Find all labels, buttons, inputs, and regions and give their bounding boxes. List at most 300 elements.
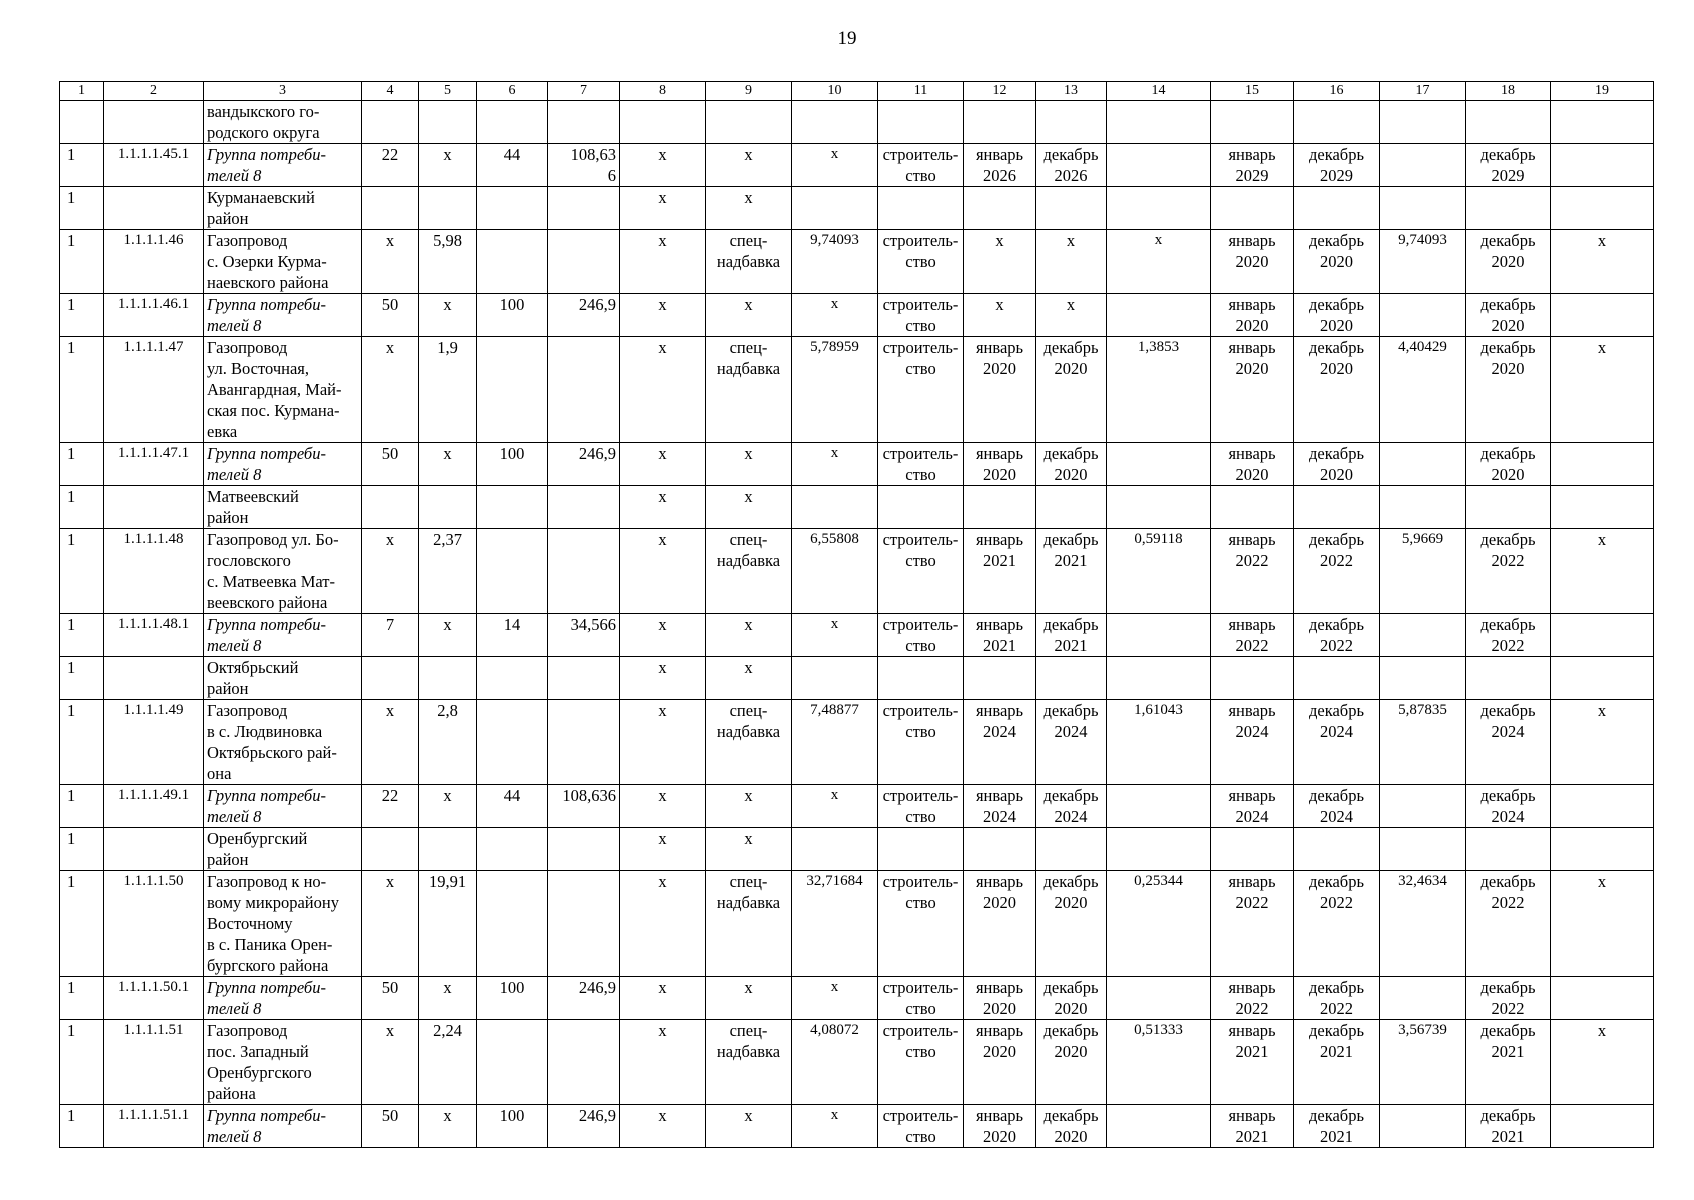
table-cell-col9: х xyxy=(706,657,792,700)
table-cell-col11: строитель- ство xyxy=(878,294,964,337)
table-cell-col12 xyxy=(964,828,1036,871)
table-cell-col4: х xyxy=(362,871,419,977)
table-cell-col9: х xyxy=(706,486,792,529)
table-cell-col11: строитель- ство xyxy=(878,337,964,443)
table-row xyxy=(60,1105,1654,1148)
table-cell-col2: 1.1.1.1.50.1 xyxy=(104,977,204,1020)
table-cell-col18: декабрь 2022 xyxy=(1466,977,1551,1020)
table-cell-col17 xyxy=(1380,294,1466,337)
table-cell-col16: декабрь 2020 xyxy=(1294,294,1380,337)
table-cell-col18: декабрь 2020 xyxy=(1466,294,1551,337)
table-cell-col12: январь 2020 xyxy=(964,977,1036,1020)
table-cell-col2: 1.1.1.1.49.1 xyxy=(104,785,204,828)
table-cell-col14 xyxy=(1107,657,1211,700)
table-cell-col19: х xyxy=(1551,230,1654,294)
table-cell-col18 xyxy=(1466,187,1551,230)
table-cell-col5: 2,24 xyxy=(419,1020,477,1105)
table-cell-col15: январь 2020 xyxy=(1211,337,1294,443)
table-cell-col8: х xyxy=(620,614,706,657)
table-cell-col19 xyxy=(1551,486,1654,529)
table-cell-col5 xyxy=(419,828,477,871)
table-cell-col5 xyxy=(419,187,477,230)
table-cell-col1: 1 xyxy=(60,443,104,486)
table-cell-col14 xyxy=(1107,828,1211,871)
table-cell-col16: декабрь 2020 xyxy=(1294,443,1380,486)
table-cell-col14 xyxy=(1107,443,1211,486)
header-cell-col11: 11 xyxy=(878,82,964,101)
table-cell-col3: Газопровод ул. Бо- гословского с. Матвеевка Мат- веевского района xyxy=(204,529,362,614)
header-cell-col19: 19 xyxy=(1551,82,1654,101)
table-cell-col18: декабрь 2029 xyxy=(1466,144,1551,187)
table-cell-col7: 246,9 xyxy=(548,443,620,486)
table-cell-col3: Группа потреби- телей 8 xyxy=(204,1105,362,1148)
table-cell-col1: 1 xyxy=(60,785,104,828)
header-cell-col8: 8 xyxy=(620,82,706,101)
table-row xyxy=(60,230,1654,294)
table-cell-col17 xyxy=(1380,1105,1466,1148)
table-cell-col1: 1 xyxy=(60,871,104,977)
table-row xyxy=(60,529,1654,614)
table-cell-col8: х xyxy=(620,871,706,977)
table-cell-col10: х xyxy=(792,977,878,1020)
table-cell-col14 xyxy=(1107,144,1211,187)
table-cell-col12: январь 2024 xyxy=(964,785,1036,828)
table-cell-col15 xyxy=(1211,486,1294,529)
table-cell-col4: х xyxy=(362,230,419,294)
table-cell-col9: х xyxy=(706,187,792,230)
header-cell-col10: 10 xyxy=(792,82,878,101)
table-cell-col13: х xyxy=(1036,294,1107,337)
table-cell-col6 xyxy=(477,700,548,785)
table-cell-col6 xyxy=(477,871,548,977)
table-cell-col3: Группа потреби- телей 8 xyxy=(204,294,362,337)
table-cell-col19: х xyxy=(1551,529,1654,614)
table-cell-col15: январь 2021 xyxy=(1211,1020,1294,1105)
table-cell-col12: январь 2020 xyxy=(964,337,1036,443)
table-cell-col10: 4,08072 xyxy=(792,1020,878,1105)
table-cell-col17 xyxy=(1380,657,1466,700)
table-cell-col12: январь 2026 xyxy=(964,144,1036,187)
table-cell-col2 xyxy=(104,101,204,144)
table-cell-col19 xyxy=(1551,144,1654,187)
table-row xyxy=(60,144,1654,187)
table-cell-col17 xyxy=(1380,144,1466,187)
table-cell-col16 xyxy=(1294,657,1380,700)
table-cell-col7: 34,566 xyxy=(548,614,620,657)
table-cell-col12 xyxy=(964,101,1036,144)
table-cell-col6 xyxy=(477,529,548,614)
table-cell-col1: 1 xyxy=(60,977,104,1020)
table-cell-col12: январь 2021 xyxy=(964,529,1036,614)
table-cell-col12: январь 2020 xyxy=(964,443,1036,486)
table-cell-col9: х xyxy=(706,977,792,1020)
table-cell-col15 xyxy=(1211,187,1294,230)
table-cell-col5: 2,8 xyxy=(419,700,477,785)
table-cell-col10: х xyxy=(792,144,878,187)
table-cell-col2: 1.1.1.1.50 xyxy=(104,871,204,977)
table-cell-col4: 22 xyxy=(362,785,419,828)
table-cell-col6 xyxy=(477,187,548,230)
table-cell-col17: 3,56739 xyxy=(1380,1020,1466,1105)
table-cell-col11 xyxy=(878,828,964,871)
table-cell-col2: 1.1.1.1.51 xyxy=(104,1020,204,1105)
header-cell-col17: 17 xyxy=(1380,82,1466,101)
table-cell-col5 xyxy=(419,486,477,529)
table-row xyxy=(60,1020,1654,1105)
table-cell-col13: декабрь 2024 xyxy=(1036,785,1107,828)
table-cell-col1: 1 xyxy=(60,144,104,187)
table-cell-col16: декабрь 2020 xyxy=(1294,230,1380,294)
table-cell-col8: х xyxy=(620,828,706,871)
table-cell-col13: х xyxy=(1036,230,1107,294)
table-cell-col12: январь 2020 xyxy=(964,1105,1036,1148)
table-cell-col15: январь 2022 xyxy=(1211,977,1294,1020)
table-cell-col17: 5,87835 xyxy=(1380,700,1466,785)
table-cell-col10: х xyxy=(792,614,878,657)
table-cell-col9: х xyxy=(706,294,792,337)
table-cell-col6: 100 xyxy=(477,977,548,1020)
table-cell-col15: январь 2020 xyxy=(1211,443,1294,486)
table-row xyxy=(60,871,1654,977)
header-cell-col9: 9 xyxy=(706,82,792,101)
table-cell-col17: 4,40429 xyxy=(1380,337,1466,443)
table-cell-col15 xyxy=(1211,657,1294,700)
table-cell-col17 xyxy=(1380,785,1466,828)
table-cell-col10: 32,71684 xyxy=(792,871,878,977)
table-cell-col18: декабрь 2022 xyxy=(1466,529,1551,614)
table-cell-col10 xyxy=(792,187,878,230)
table-cell-col4 xyxy=(362,101,419,144)
table-cell-col17 xyxy=(1380,486,1466,529)
table-cell-col6 xyxy=(477,101,548,144)
table-cell-col15: январь 2029 xyxy=(1211,144,1294,187)
header-cell-col1: 1 xyxy=(60,82,104,101)
table-cell-col17 xyxy=(1380,187,1466,230)
table-row xyxy=(60,700,1654,785)
table-cell-col15 xyxy=(1211,101,1294,144)
table-cell-col14: 1,61043 xyxy=(1107,700,1211,785)
table-cell-col2 xyxy=(104,657,204,700)
table-cell-col8: х xyxy=(620,977,706,1020)
table-body xyxy=(60,101,1654,1148)
table-cell-col11 xyxy=(878,486,964,529)
table-cell-col10 xyxy=(792,657,878,700)
table-cell-col19 xyxy=(1551,443,1654,486)
table-cell-col7 xyxy=(548,529,620,614)
table-cell-col18: декабрь 2021 xyxy=(1466,1020,1551,1105)
table-cell-col12 xyxy=(964,486,1036,529)
table-cell-col17 xyxy=(1380,101,1466,144)
table-cell-col16: декабрь 2022 xyxy=(1294,614,1380,657)
table-cell-col8: х xyxy=(620,230,706,294)
table-cell-col10: 9,74093 xyxy=(792,230,878,294)
table-cell-col11: строитель- ство xyxy=(878,230,964,294)
table-cell-col10: х xyxy=(792,443,878,486)
table-cell-col10: х xyxy=(792,1105,878,1148)
table-cell-col18: декабрь 2020 xyxy=(1466,230,1551,294)
table-cell-col15: январь 2022 xyxy=(1211,871,1294,977)
table-cell-col15: январь 2020 xyxy=(1211,294,1294,337)
table-cell-col4: 50 xyxy=(362,1105,419,1148)
table-cell-col6 xyxy=(477,486,548,529)
table-header xyxy=(60,82,1654,101)
table-cell-col11: строитель- ство xyxy=(878,443,964,486)
table-cell-col8: х xyxy=(620,785,706,828)
table-cell-col19 xyxy=(1551,828,1654,871)
table-cell-col5: 2,37 xyxy=(419,529,477,614)
table-cell-col13: декабрь 2020 xyxy=(1036,871,1107,977)
table-cell-col9: спец- надбавка xyxy=(706,529,792,614)
table-cell-col2 xyxy=(104,828,204,871)
table-cell-col1: 1 xyxy=(60,828,104,871)
table-cell-col19 xyxy=(1551,294,1654,337)
table-cell-col7: 246,9 xyxy=(548,1105,620,1148)
table-cell-col19 xyxy=(1551,785,1654,828)
table-cell-col3: Газопровод к но- вому микрорайону Восточному в с. Паника Орен- бургского района xyxy=(204,871,362,977)
table-cell-col12 xyxy=(964,657,1036,700)
table-cell-col6: 100 xyxy=(477,294,548,337)
page-number: 19 xyxy=(837,28,857,49)
table-cell-col8: х xyxy=(620,486,706,529)
table-cell-col11: строитель- ство xyxy=(878,700,964,785)
table-cell-col2: 1.1.1.1.46.1 xyxy=(104,294,204,337)
table-cell-col2: 1.1.1.1.49 xyxy=(104,700,204,785)
table-cell-col14: 0,59118 xyxy=(1107,529,1211,614)
table-cell-col8: х xyxy=(620,187,706,230)
table-row xyxy=(60,785,1654,828)
table-cell-col5: 5,98 xyxy=(419,230,477,294)
table-cell-col3: Группа потреби- телей 8 xyxy=(204,614,362,657)
table-cell-col7 xyxy=(548,828,620,871)
header-cell-col7: 7 xyxy=(548,82,620,101)
table-cell-col17: 9,74093 xyxy=(1380,230,1466,294)
table-cell-col4: 22 xyxy=(362,144,419,187)
table-cell-col8 xyxy=(620,101,706,144)
table-cell-col8: х xyxy=(620,337,706,443)
table-cell-col4: х xyxy=(362,337,419,443)
table-cell-col5: х xyxy=(419,294,477,337)
table-cell-col8: х xyxy=(620,657,706,700)
table-cell-col6 xyxy=(477,337,548,443)
table-cell-col8: х xyxy=(620,443,706,486)
table-cell-col15: январь 2022 xyxy=(1211,614,1294,657)
table-cell-col1: 1 xyxy=(60,700,104,785)
table-cell-col3: Группа потреби- телей 8 xyxy=(204,144,362,187)
table-row xyxy=(60,614,1654,657)
table-cell-col6: 44 xyxy=(477,144,548,187)
table-cell-col4: х xyxy=(362,529,419,614)
table-cell-col8: х xyxy=(620,529,706,614)
table-cell-col16: декабрь 2029 xyxy=(1294,144,1380,187)
table-cell-col3: Матвеевский район xyxy=(204,486,362,529)
table-cell-col12: январь 2024 xyxy=(964,700,1036,785)
table-cell-col19: х xyxy=(1551,700,1654,785)
table-cell-col17 xyxy=(1380,828,1466,871)
header-row xyxy=(60,82,1654,101)
table-cell-col13: декабрь 2020 xyxy=(1036,1020,1107,1105)
table-cell-col12: х xyxy=(964,294,1036,337)
table-row xyxy=(60,657,1654,700)
table-cell-col4 xyxy=(362,828,419,871)
table-cell-col4: 50 xyxy=(362,977,419,1020)
table-cell-col14: 0,25344 xyxy=(1107,871,1211,977)
table-cell-col14 xyxy=(1107,977,1211,1020)
table-cell-col3: Группа потреби- телей 8 xyxy=(204,785,362,828)
table-cell-col13 xyxy=(1036,657,1107,700)
table-cell-col19 xyxy=(1551,977,1654,1020)
table-cell-col7: 108,636 xyxy=(548,785,620,828)
table-cell-col1: 1 xyxy=(60,1020,104,1105)
table-cell-col2: 1.1.1.1.51.1 xyxy=(104,1105,204,1148)
table-row xyxy=(60,337,1654,443)
table-cell-col13 xyxy=(1036,101,1107,144)
table-cell-col7 xyxy=(548,657,620,700)
table-cell-col6 xyxy=(477,1020,548,1105)
table-cell-col18: декабрь 2020 xyxy=(1466,337,1551,443)
table-cell-col10: 5,78959 xyxy=(792,337,878,443)
table-cell-col19: х xyxy=(1551,1020,1654,1105)
table-cell-col2: 1.1.1.1.47.1 xyxy=(104,443,204,486)
table-cell-col5: х xyxy=(419,144,477,187)
table-cell-col14 xyxy=(1107,101,1211,144)
table-cell-col18 xyxy=(1466,828,1551,871)
table-cell-col1: 1 xyxy=(60,486,104,529)
table-cell-col18: декабрь 2024 xyxy=(1466,785,1551,828)
table-cell-col6: 14 xyxy=(477,614,548,657)
table-cell-col3: Газопровод ул. Восточная, Авангардная, Май- ская пос. Курмана- евка xyxy=(204,337,362,443)
table-cell-col13: декабрь 2020 xyxy=(1036,1105,1107,1148)
header-cell-col6: 6 xyxy=(477,82,548,101)
header-cell-col15: 15 xyxy=(1211,82,1294,101)
table-cell-col1: 1 xyxy=(60,614,104,657)
table-cell-col7 xyxy=(548,700,620,785)
table-cell-col6: 44 xyxy=(477,785,548,828)
table-cell-col1: 1 xyxy=(60,529,104,614)
table-cell-col6 xyxy=(477,230,548,294)
header-cell-col5: 5 xyxy=(419,82,477,101)
table-cell-col19 xyxy=(1551,1105,1654,1148)
table-cell-col3: Группа потреби- телей 8 xyxy=(204,443,362,486)
header-cell-col13: 13 xyxy=(1036,82,1107,101)
table-row xyxy=(60,486,1654,529)
table-row xyxy=(60,828,1654,871)
table-row xyxy=(60,443,1654,486)
table-cell-col16: декабрь 2021 xyxy=(1294,1020,1380,1105)
table-cell-col13: декабрь 2024 xyxy=(1036,700,1107,785)
table-cell-col16 xyxy=(1294,101,1380,144)
table-cell-col8: х xyxy=(620,1105,706,1148)
table-cell-col7 xyxy=(548,230,620,294)
table-cell-col18 xyxy=(1466,657,1551,700)
table-cell-col19: х xyxy=(1551,871,1654,977)
table-cell-col15: январь 2022 xyxy=(1211,529,1294,614)
table-cell-col15: январь 2024 xyxy=(1211,700,1294,785)
header-cell-col16: 16 xyxy=(1294,82,1380,101)
table-cell-col19 xyxy=(1551,101,1654,144)
table-cell-col6: 100 xyxy=(477,1105,548,1148)
header-cell-col2: 2 xyxy=(104,82,204,101)
table-cell-col8: х xyxy=(620,700,706,785)
table-cell-col6: 100 xyxy=(477,443,548,486)
table-cell-col16: декабрь 2024 xyxy=(1294,700,1380,785)
table-cell-col5: 1,9 xyxy=(419,337,477,443)
table-cell-col10: 7,48877 xyxy=(792,700,878,785)
header-cell-col3: 3 xyxy=(204,82,362,101)
table-cell-col13: декабрь 2021 xyxy=(1036,614,1107,657)
table-cell-col15 xyxy=(1211,828,1294,871)
table-cell-col10 xyxy=(792,828,878,871)
table-cell-col17 xyxy=(1380,443,1466,486)
table-cell-col3: вандыкского го- родского округа xyxy=(204,101,362,144)
table-cell-col11 xyxy=(878,187,964,230)
table-row xyxy=(60,294,1654,337)
table-cell-col5 xyxy=(419,657,477,700)
table-cell-col11 xyxy=(878,101,964,144)
table-cell-col9 xyxy=(706,101,792,144)
table-cell-col11: строитель- ство xyxy=(878,785,964,828)
table-cell-col4: 50 xyxy=(362,443,419,486)
table-cell-col3: Газопровод с. Озерки Курма- наевского района xyxy=(204,230,362,294)
table-cell-col15: январь 2021 xyxy=(1211,1105,1294,1148)
table-cell-col11: строитель- ство xyxy=(878,1105,964,1148)
table-cell-col4 xyxy=(362,187,419,230)
table-cell-col6 xyxy=(477,657,548,700)
table-cell-col14: 1,3853 xyxy=(1107,337,1211,443)
table-cell-col14 xyxy=(1107,486,1211,529)
table-cell-col18: декабрь 2022 xyxy=(1466,871,1551,977)
table-cell-col10: х xyxy=(792,785,878,828)
table-cell-col13 xyxy=(1036,486,1107,529)
table-cell-col2 xyxy=(104,187,204,230)
table-cell-col14: 0,51333 xyxy=(1107,1020,1211,1105)
table-cell-col4: х xyxy=(362,700,419,785)
table-cell-col19 xyxy=(1551,187,1654,230)
table-cell-col17 xyxy=(1380,977,1466,1020)
table-cell-col11: строитель- ство xyxy=(878,977,964,1020)
table-cell-col4: 7 xyxy=(362,614,419,657)
table-cell-col5 xyxy=(419,101,477,144)
table-cell-col11: строитель- ство xyxy=(878,144,964,187)
table-cell-col7 xyxy=(548,337,620,443)
table-cell-col7: 246,9 xyxy=(548,294,620,337)
table-cell-col2: 1.1.1.1.46 xyxy=(104,230,204,294)
table-cell-col9: спец- надбавка xyxy=(706,700,792,785)
table-cell-col9: спец- надбавка xyxy=(706,1020,792,1105)
table-cell-col8: х xyxy=(620,1020,706,1105)
table-cell-col12: х xyxy=(964,230,1036,294)
table-cell-col10 xyxy=(792,486,878,529)
table-cell-col9: х xyxy=(706,828,792,871)
table-cell-col14 xyxy=(1107,785,1211,828)
table-cell-col19: х xyxy=(1551,337,1654,443)
table-cell-col2: 1.1.1.1.47 xyxy=(104,337,204,443)
table-cell-col5: 19,91 xyxy=(419,871,477,977)
table-cell-col11: строитель- ство xyxy=(878,1020,964,1105)
table-cell-col7 xyxy=(548,486,620,529)
table-cell-col4 xyxy=(362,486,419,529)
table-cell-col11 xyxy=(878,657,964,700)
table-cell-col16: декабрь 2021 xyxy=(1294,1105,1380,1148)
table-cell-col15: январь 2024 xyxy=(1211,785,1294,828)
table-cell-col2: 1.1.1.1.45.1 xyxy=(104,144,204,187)
table-cell-col13: декабрь 2020 xyxy=(1036,443,1107,486)
table-cell-col5: х xyxy=(419,443,477,486)
table-cell-col3: Газопровод пос. Западный Оренбургского района xyxy=(204,1020,362,1105)
table-cell-col14: х xyxy=(1107,230,1211,294)
table-cell-col13: декабрь 2021 xyxy=(1036,529,1107,614)
table-cell-col14 xyxy=(1107,614,1211,657)
table-cell-col9: х xyxy=(706,443,792,486)
